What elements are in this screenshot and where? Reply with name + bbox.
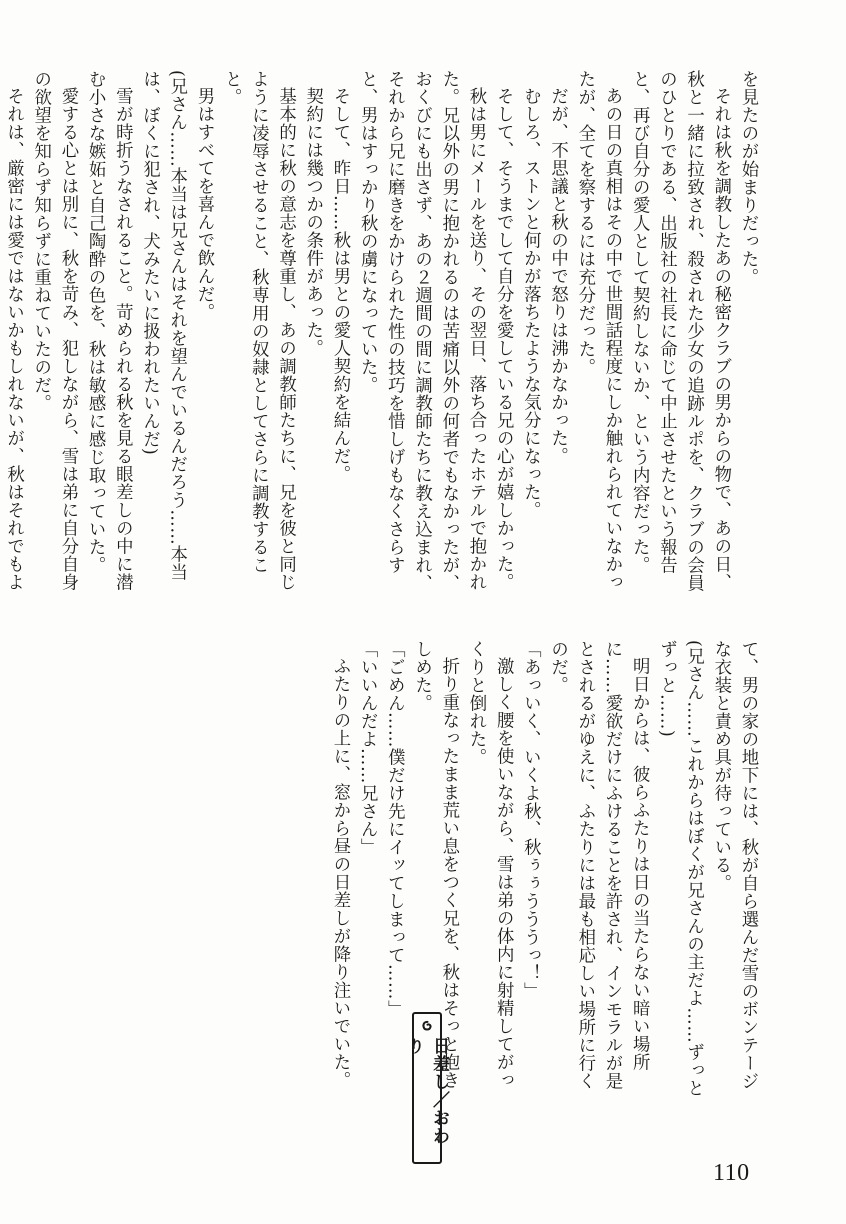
paragraph: (兄さん……これからはぼくが兄さんの主だよ……ずっとずっと……) xyxy=(656,640,704,1098)
paragraph: ふたりの上に、窓から昼の日差しが降り注いでいた。 xyxy=(329,657,350,1090)
paragraph: 基本的に秋の意志を尊重し、あの調教師たちに、兄を彼と同じように凌辱させること、秋専用の奴隷としてさらに調教すること。 xyxy=(221,70,296,592)
swirl-icon xyxy=(421,1020,434,1033)
paragraph: あの日の真相はその中で世間話程度にしか触れられていなかったが、全てを察するには充分だった。 xyxy=(574,70,622,592)
paragraph: 雪が時折うなされること。苛められる秋を見る眼差しの中に潜む小さな嫉妬と自己陶酔の色を、秋は敏感に感じ取っていた。 xyxy=(85,70,133,592)
paragraph: を見たのが始まりだった。 xyxy=(738,70,758,286)
paragraph: 契約には幾つかの条件があった。 xyxy=(302,87,323,358)
paragraph: 激しく腰を使いながら、雪は弟の体内に射精してがっくりと倒れた。 xyxy=(465,640,514,1090)
paragraph: 「あっいく、いくよ秋、秋ぅぅうううっ！」 xyxy=(520,640,541,1000)
paragraph: 折り重なったまま荒い息をつく兄を、秋はそっと抱きしめた。 xyxy=(411,640,459,1090)
upper-text-block xyxy=(3,70,761,600)
paragraph: そして、そうまでして自分を愛している兄の心が嬉しかった。 xyxy=(493,87,514,592)
paragraph: 「いいんだよ……兄さん」 xyxy=(357,640,378,856)
paragraph: むしろ、ストンと何かが落ちたような気分になった。 xyxy=(520,87,541,520)
paragraph: そして、昨日……秋は男との愛人契約を結んだ。 xyxy=(329,87,350,484)
paragraph: 愛する心とは別に、秋を苛み、犯しながら、雪は弟に自分自身の欲望を知らず知らずに重ねていたのだ。 xyxy=(30,70,78,592)
paragraph: 「ごめん……僕だけ先にイッてしまって……」 xyxy=(384,640,405,1018)
paragraph: だが、不思議と秋の中で怒りは沸かなかった。 xyxy=(547,87,568,466)
paragraph: (兄さん……本当は兄さんはそれを望んでいるんだろう……本当は、ぼくに犯され、犬みたいに扱われたいんだ) xyxy=(139,70,187,582)
end-badge-label: 日差し／おわり xyxy=(404,1037,449,1145)
paragraph: 明日からは、彼らふたりは日の当たらない暗い場所に……愛欲だけにふけることを許され、インモラルが是とされるがゆえに、ふたりには最も相応しい場所に行くのだ。 xyxy=(547,640,650,1090)
page-number: 110 xyxy=(713,1160,750,1186)
paragraph: 男はすべてを喜んで飲んだ。 xyxy=(193,87,214,322)
paragraph: て、男の家の地下には、秋が自ら選んだ雪のボンテージな衣装と責め具が待っている。 xyxy=(710,640,758,1090)
paragraph: それは秋を調教したあの秘密クラブの男からの物で、あの日、秋と一緒に拉致され、殺された少女の追跡ルポを、クラブの会員のひとりである、出版社の社長に命じて中止させたという報告と、再び自分の愛人として契約しないか、という内容だった。 xyxy=(629,70,731,592)
paragraph: それは、厳密には愛ではないかもしれないが、秋はそれでもよ xyxy=(3,87,24,592)
end-badge xyxy=(404,1012,449,1164)
paragraph: 秋は男にメールを送り、その翌日、落ち合ったホテルで抱かれた。兄以外の男に抱かれるのは苦痛以外の何者でもなかったが、おくびにも出さず、あの２週間の間に調教師たちに教え込まれ、それから兄に磨きをかけられた性の技巧を惜しげもなくさらすと、男はすっかり秋の虜になっていた。 xyxy=(357,70,486,592)
